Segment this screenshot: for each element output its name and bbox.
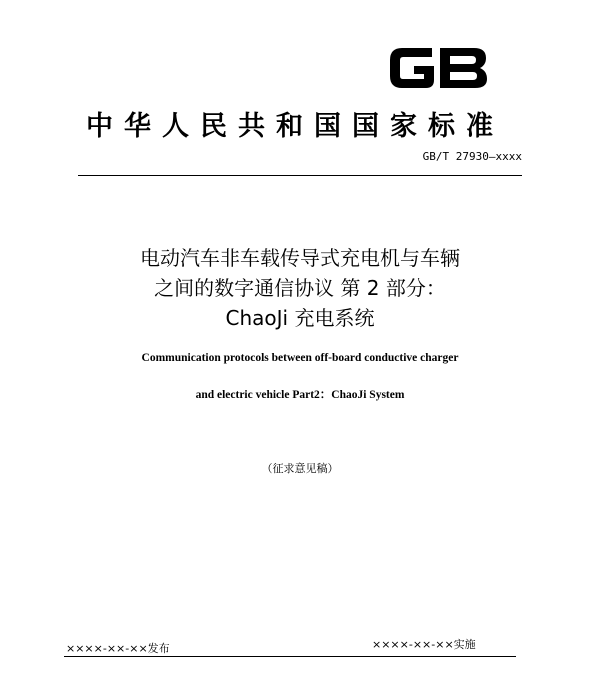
publish-date: ××××-××-××发布 — [66, 642, 170, 655]
standard-number: GB/T 27930—xxxx — [422, 150, 522, 163]
gb-logo — [384, 38, 492, 98]
title-chinese — [60, 243, 540, 333]
implement-date: ××××-××-××实施 — [372, 638, 476, 651]
title-chinese-line-1: 电动汽车非车载传导式充电机与车辆 — [140, 246, 460, 270]
issuing-organization: 中华人民共和国国家标准 — [86, 111, 504, 142]
draft-status-note: （征求意见稿） — [261, 462, 339, 475]
title-chinese-line-2: 之间的数字通信协议 第 2 部分： — [154, 276, 446, 300]
title-english-line-1: Communication protocols between off-board conductive charger — [141, 352, 459, 364]
title-english-line-2: and electric vehicle Part2：ChaoJi System — [195, 389, 405, 401]
footer-divider — [64, 656, 516, 657]
gb-logo-text: GB — [384, 38, 386, 39]
title-chinese-line-3: ChaoJi 充电系统 — [225, 306, 375, 330]
header-divider — [78, 175, 522, 176]
